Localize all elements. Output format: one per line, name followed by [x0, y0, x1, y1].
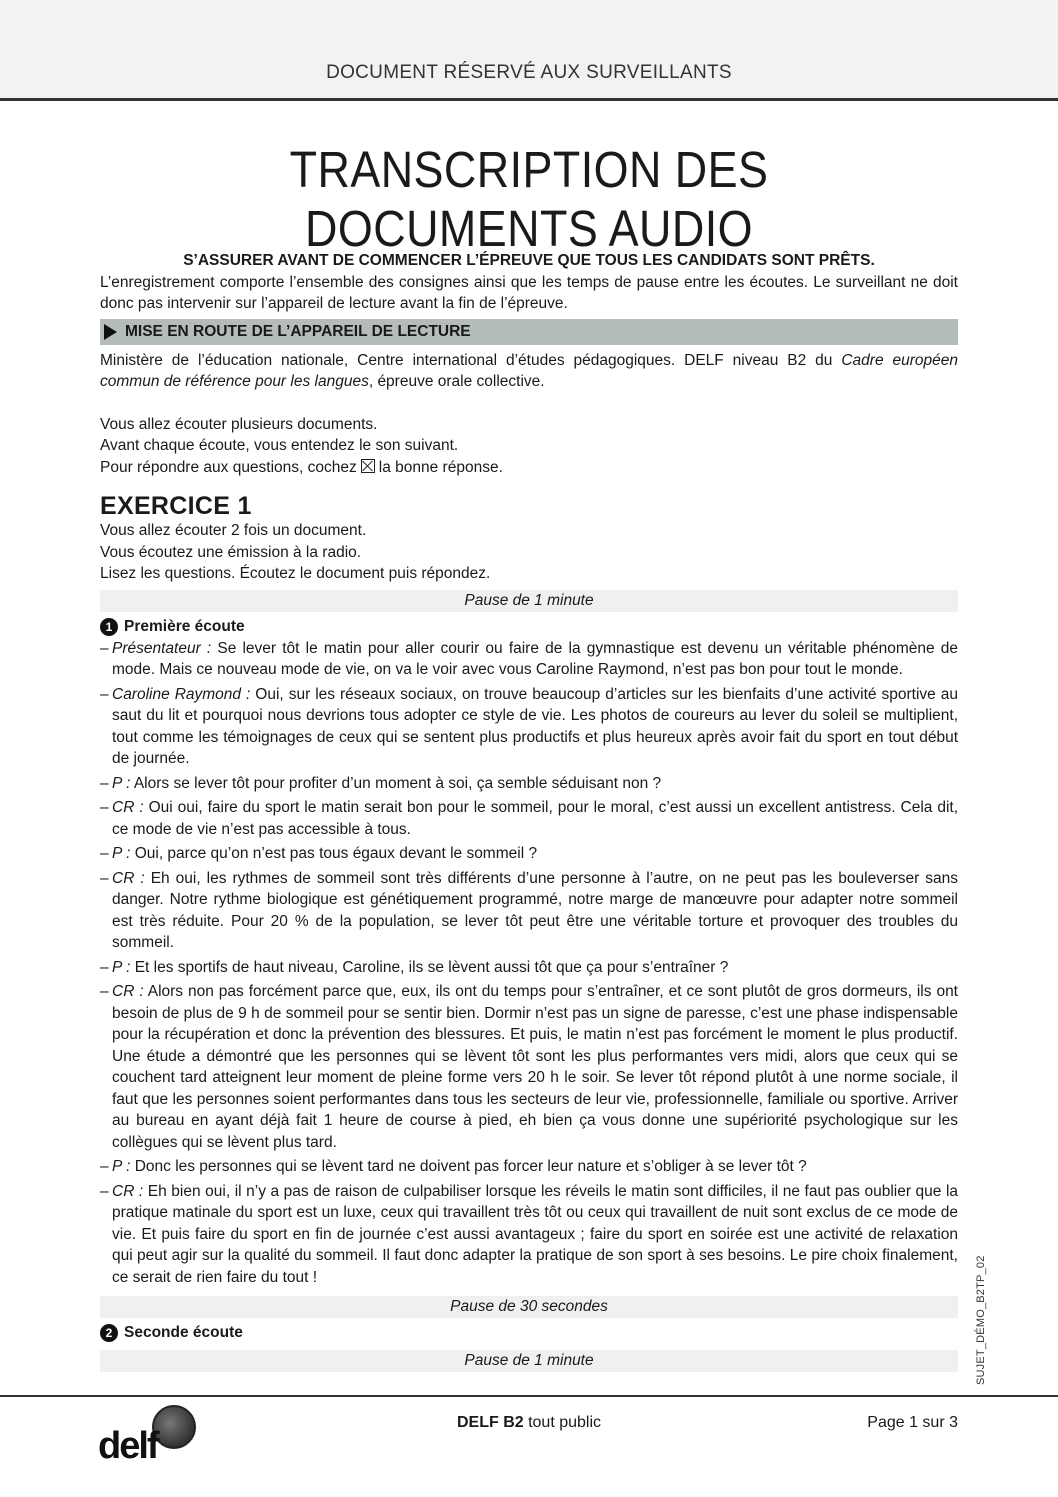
transcript-turn: [100, 981, 958, 1153]
turn-speaker: Caroline Raymond :: [112, 685, 251, 703]
turn-speaker: CR :: [112, 983, 144, 1000]
transcript-turn: [100, 1181, 958, 1289]
turn-text: Alors non pas forcément parce que, eux, ils ont du temps pour s’entraîner, et ce sont plutôt de gros dormeurs, ils ont besoin de plus de 9 h de sommeil pour se sentir bien. Dormir n’est pas un signe de paresse, c’est une phase indispensable pour la récupération et donc la prévention des blessures. Et puis, le matin n’est pas forcément le moment le plus productif. Une étude a démontré que les personnes qui se lèvent tôt sont les plus performantes vers midi, alors que ceux qui se couchent tard atteignent leur moment de pleine forme vers 20 h le soir. Se lever tôt répond plutôt à une norme sociale, il faut que les personnes soient performantes dans tous les secteurs de leur vie, professionnelle, familiale ou sportive. Arriver au bureau en ayant déjà fait 1 heure de course à pied, eh bien ça vous donne une supériorité psychologique sur les collègues qui se lèvent plus tard.: [112, 983, 958, 1151]
transcript-turn: [100, 638, 958, 681]
section-bar-label: MISE EN ROUTE DE L’APPAREIL DE LECTURE: [125, 322, 471, 340]
intro-warning: S’ASSURER AVANT DE COMMENCER L’ÉPREUVE QUE TOUS LES CANDIDATS SONT PRÊTS.: [183, 252, 875, 269]
section-bar: [100, 319, 958, 345]
main-content: [100, 250, 958, 1376]
pause-banner-2: Pause de 30 secondes: [100, 1296, 958, 1318]
turn-dash: –: [100, 958, 109, 976]
turn-dash: –: [100, 774, 109, 792]
first-listen-heading: [100, 616, 958, 638]
ministry-text-b: , épreuve orale collective.: [368, 373, 545, 390]
ministry-paragraph: [100, 350, 958, 393]
transcript-turn: [100, 797, 958, 840]
turn-dash: –: [100, 869, 109, 887]
ministry-text-a: Ministère de l’éducation nationale, Centre international d’études pédagogiques. DELF niveau B2 du: [100, 351, 842, 369]
header-banner: DOCUMENT RÉSERVÉ AUX SURVEILLANTS: [326, 62, 732, 83]
exercise-instruction-1: Vous allez écouter 2 fois un document.: [100, 522, 367, 539]
turn-text: Et les sportifs de haut niveau, Caroline, ils se lèvent aussi tôt que ça pour s’entraîner ?: [130, 958, 729, 976]
turn-text: Eh oui, les rythmes de sommeil sont très différents d’une personne à l’autre, on ne peut pas les bouleverser sans danger. Notre rythme biologique est génétiquement programmé, notre marge de manœuvre pour adapter notre sommeil est très réduite. Pour 20 % de la population, se lever tôt peut être une véritable torture et provoquer des troubles du sommeil.: [112, 869, 959, 951]
page-number: Page 1 sur 3: [867, 1414, 958, 1431]
logo-text: delf: [98, 1425, 158, 1467]
footer-divider: [0, 1395, 1058, 1397]
instruction-line-3b: la bonne réponse.: [378, 458, 503, 476]
number-2-icon: 2: [100, 1324, 118, 1342]
transcript: [100, 638, 958, 1289]
turn-text: Se lever tôt le matin pour aller courir ou faire de la gymnastique est devenu un véritable phénomène de mode. Mais ce nouveau mode de vie, on va le voir avec vous Caroline Raymond, n’est pas bon pour tout le monde.: [112, 639, 959, 678]
pause-banner-1: Pause de 1 minute: [100, 590, 958, 612]
turn-text: Eh bien oui, il n’y a pas de raison de culpabiliser lorsque les réveils le matin sont difficiles, il ne faut pas oublier que la pratique matinale du sport est un luxe, ceux qui travaillent très tôt ou ceux qui travaillent de nuit sont exclus de ce mode de vie. Et puis faire du sport en fin de journée c’est aussi avantageux ; faire du sport en soirée est une activité de relaxation qui peut agir sur la qualité du sommeil. Il faut donc adapter la pratique de son sport à ses besoins. Le pire choix finalement, ce serait de rien faire du tout !: [112, 1182, 959, 1286]
turn-text: Alors se lever tôt pour profiter d’un moment à soi, ça semble séduisant non ?: [130, 774, 662, 792]
turn-speaker: P :: [112, 845, 131, 862]
turn-dash: –: [100, 1158, 109, 1175]
second-listen-label: Seconde écoute: [124, 1324, 243, 1342]
turn-speaker: P :: [112, 1158, 131, 1175]
turn-speaker: CR :: [112, 869, 145, 887]
instruction-line-1: Vous allez écouter plusieurs documents.: [100, 415, 378, 433]
turn-dash: –: [100, 639, 109, 657]
turn-dash: –: [100, 983, 109, 1000]
header-band: [0, 0, 1058, 101]
instruction-line-3a: Pour répondre aux questions, cochez: [100, 458, 357, 476]
document-title: TRANSCRIPTION DES DOCUMENTS AUDIO: [289, 141, 769, 257]
turn-speaker: CR :: [112, 799, 144, 816]
turn-dash: –: [100, 845, 109, 862]
transcript-turn: [100, 868, 958, 954]
ministry-text-italic: Cadre européen commun de référence pour les langues: [100, 351, 958, 390]
first-listen-label: Première écoute: [124, 617, 245, 635]
instruction-line-2: Avant chaque écoute, vous entendez le son suivant.: [100, 437, 459, 454]
pause-banner-3: Pause de 1 minute: [100, 1350, 958, 1372]
exercise-instruction-2: Vous écoutez une émission à la radio.: [100, 543, 362, 561]
turn-dash: –: [100, 685, 109, 703]
transcript-turn: [100, 684, 958, 770]
turn-speaker: Présentateur :: [112, 639, 212, 657]
intro-text: L’enregistrement comporte l’ensemble des consignes ainsi que les temps de pause entre les écoutes. Le surveillant ne doit donc pas intervenir sur l’appareil de lecture avant la fin de l’épreuve.: [100, 273, 958, 312]
turn-text: Donc les personnes qui se lèvent tard ne doivent pas forcer leur nature et s’obliger à se lever tôt ?: [130, 1158, 807, 1175]
exercise-title: EXERCICE 1: [100, 492, 252, 520]
checked-box-icon: [361, 459, 375, 473]
turn-dash: –: [100, 1182, 109, 1200]
play-arrow-icon: [104, 324, 117, 340]
turn-dash: –: [100, 799, 109, 816]
instruction-line-3: [100, 457, 958, 479]
turn-text: Oui oui, faire du sport le matin serait bon pour le sommeil, pour le moral, c’est aussi un excellent antistress. Cela dit, ce mode de vie n’est pas accessible à tous.: [112, 799, 958, 838]
transcript-turn: [100, 957, 958, 979]
turn-text: Oui, parce qu’on n’est pas tous égaux devant le sommeil ?: [130, 845, 538, 862]
second-listen-heading: [100, 1322, 958, 1344]
turn-speaker: CR :: [112, 1182, 144, 1200]
document-code: SUJET_DÉMO_B2TP_02: [975, 1255, 987, 1385]
number-1-icon: 1: [100, 618, 118, 636]
exercise-instruction-3: Lisez les questions. Écoutez le document puis répondez.: [100, 565, 491, 582]
footer-exam-rest: tout public: [523, 1414, 602, 1431]
turn-speaker: P :: [112, 774, 131, 792]
turn-speaker: P :: [112, 958, 131, 976]
turn-text: Oui, sur les réseaux sociaux, on trouve beaucoup d’articles sur les bienfaits d’une activité sportive au saut du lit et pourquoi nous devrions tous adopter ce style de vie. Les photos de coureurs au lever du soleil se multiplient, tout comme les témoignages de ceux qui se sentent plus productifs et plus heureux après avoir fait du sport en tout début de journée.: [112, 685, 959, 767]
transcript-turn: [100, 1156, 958, 1178]
footer-exam-bold: DELF B2: [456, 1414, 524, 1431]
transcript-turn: [100, 773, 958, 795]
transcript-turn: [100, 843, 958, 865]
